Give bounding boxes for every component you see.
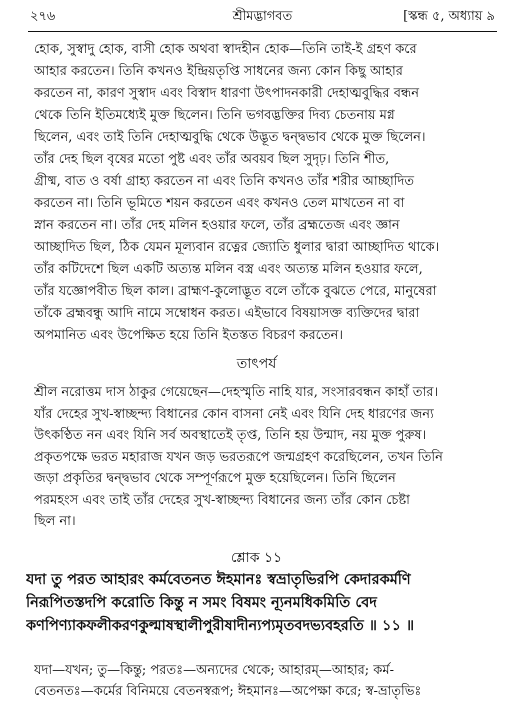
text-line: ছিলেন, এবং তাই তিনি দেহাত্মবুদ্ধি থেকে উদ্ভূত দ্বন্দ্বভাব থেকে মুক্ত ছিলেন। — [34, 130, 426, 145]
text-line: শ্রীল নরোত্তম দাস ঠাকুর গেয়েছেন—দেহস্মৃতি নাহি যার, সংসারবন্ধন কাহাঁ তার। — [34, 385, 439, 400]
text-line: পরমহংস এবং তাই তাঁর দেহের সুখ-স্বাচ্ছন্দ্য বিধানের জন্য তাঁর কোন চেষ্টা — [34, 492, 410, 508]
text-line: যদা—যখন; তু—কিন্তু; পরতঃ—অন্যদের থেকে; আহারম্—আহার; কর্ম- — [34, 663, 395, 678]
text-line: তাঁর যজ্ঞোপবীত ছিল কাল। ব্রাহ্মণ-কুলোদ্ভূত বলে তাঁকে বুঝতে পেরে, মানুষেরা — [34, 284, 437, 299]
text-line: ছিল না। — [34, 514, 76, 529]
text-line: যাঁর দেহের সুখ-স্বাচ্ছন্দ্য বিধানের কোন বাসনা নেই এবং যিনি দেহ ধারণের জন্য — [34, 406, 434, 422]
text-line: আচ্ছাদিত ছিল, ঠিক যেমন মূল্যবান রত্নের জ্যোতি ধুলার দ্বারা আচ্ছাদিত থাকে। — [34, 240, 440, 255]
verse-line: নিরূপিতস্তদপি করোতি কিন্তু ন সমং বিষমং ন্যূনমধিকমিতি বেদ — [26, 594, 377, 611]
text-line: করতেন না। তিনি ভূমিতে শয়ন করতেন এবং কখনও তেল মাখতেন না বা — [34, 196, 405, 211]
text-line: হোক, সুস্বাদু হোক, বাসী হোক অথবা স্বাদহীন হোক—তিনি তাই-ই গ্রহণ করে — [34, 42, 417, 57]
text-line: তাঁকে ব্রহ্মবন্ধু আদি নামে সম্বোধন করত। এইভাবে বিষয়াসক্ত ব্যক্তিদের দ্বারা — [34, 306, 420, 321]
text-line: স্নান করতেন না। তাঁর দেহ মলিন হওয়ার ফলে, তাঁর ব্রহ্মতেজ এবং জ্ঞান — [34, 218, 400, 233]
text-line: আহার করতেন। তিনি কখনও ইন্দ্রিয়তৃপ্তি সাধনের জন্য কোন কিছু আহার — [34, 64, 403, 79]
verse-heading: শ্লোক ১১ — [230, 550, 283, 566]
synonyms-paragraph — [34, 660, 491, 702]
header-rule — [28, 31, 497, 32]
sanskrit-verse — [26, 568, 497, 637]
verse-line: যদা তু পরত আহারং কর্মবেতনত ঈহমানঃ স্বভ্রাতৃভিরপি কেদারকর্মণি — [26, 571, 411, 588]
text-line: তাঁর দেহ ছিল বৃষের মতো পুষ্ট এবং তাঁর অবয়ব ছিল সুদৃঢ়। তিনি শীত, — [34, 152, 390, 167]
purport-paragraph — [34, 382, 491, 533]
page-number: ২৭৬ — [30, 9, 56, 24]
translation-paragraph — [34, 39, 491, 347]
verse-line: কণপিণ্যাকফলীকরণকুল্মাষস্থালীপুরীষাদীন্যপ্যমৃতবদভ্যবহরতি ॥ ১১ ॥ — [26, 617, 415, 634]
text-line: অপমানিত এবং উপেক্ষিত হয়ে তিনি ইতস্তত বিচরণ করতেন। — [34, 328, 344, 343]
text-line: জড়া প্রকৃতির দ্বন্দ্বভাব থেকে সম্পূর্ণরূপে মুক্ত হয়েছিলেন। তিনি ছিলেন — [34, 471, 396, 486]
canto-chapter-label: [স্কন্ধ ৫, অধ্যায় ৯ — [403, 9, 495, 24]
text-line: তাঁর কটিদেশে ছিল একটি অত্যন্ত মলিন বস্ত্র এবং অত্যন্ত মলিন হওয়ার ফলে, — [34, 262, 423, 277]
page-header — [30, 7, 495, 29]
book-title: শ্রীমদ্ভাগবত — [232, 9, 293, 24]
text-line: থেকে তিনি ইতিমধ্যেই মুক্ত ছিলেন। তিনি ভগবদ্ভক্তির দিব্য চেতনায় মগ্ন — [34, 108, 395, 123]
text-line: গ্রীষ্ম, বাত ও বর্ষা গ্রাহ্য করতেন না এবং তিনি কখনও তাঁর শরীর আচ্ছাদিত — [34, 174, 415, 189]
text-line: বেতনতঃ—কর্মের বিনিময়ে বেতনস্বরূপ; ঈহমানঃ—অপেক্ষা করে; স্ব-ভ্রাতৃভিঃ — [34, 684, 422, 699]
text-line: করতেন না, কারণ সুস্বাদ এবং বিস্বাদ ধারণা উৎপাদনকারী দেহাত্মবুদ্ধির বন্ধন — [34, 86, 419, 101]
text-line: উৎকণ্ঠিত নন এবং যিনি সর্ব অবস্থাতেই তৃপ্ত, তিনি হয় উন্মাদ, নয় মুক্ত পুরুষ। — [34, 428, 427, 443]
text-line: প্রকৃতপক্ষে ভরত মহারাজ যখন জড় ভরতরূপে জন্মগ্রহণ করেছিলেন, তখন তিনি — [34, 449, 443, 465]
purport-heading: তাৎপর্য — [236, 356, 277, 372]
